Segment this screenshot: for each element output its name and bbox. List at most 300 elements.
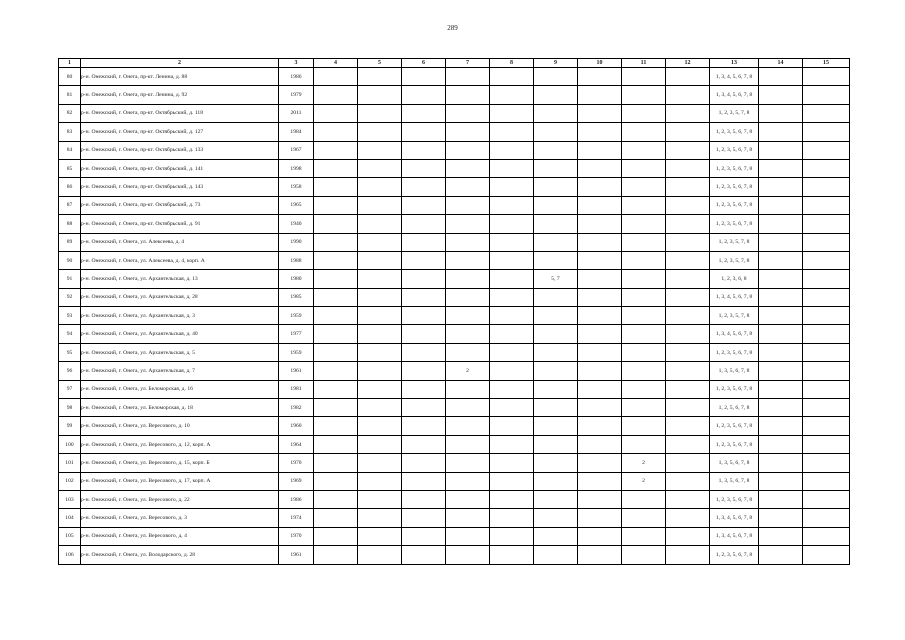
col4-cell <box>314 546 358 564</box>
col5-cell <box>358 159 402 177</box>
address-cell: р-н. Онежский, г. Онега, пр-кт. Октябрьский, д. 73 <box>81 196 279 214</box>
column-number-row <box>59 59 850 68</box>
col6-cell <box>402 509 446 527</box>
col10-cell <box>578 454 622 472</box>
col6-cell <box>402 104 446 122</box>
col13-cell: 1, 3, 5, 6, 7, 8 <box>710 472 759 490</box>
address-cell: р-н. Онежский, г. Онега, ул. Алексеева, д. 4 <box>81 233 279 251</box>
col7-cell <box>446 509 490 527</box>
housing-register-table <box>58 58 850 565</box>
table-row <box>59 435 850 453</box>
col14-cell <box>759 123 803 141</box>
col6-cell <box>402 454 446 472</box>
col15-cell <box>803 435 850 453</box>
row-number-cell: 99 <box>59 417 81 435</box>
col14-cell <box>759 527 803 545</box>
year-cell: 1959 <box>279 307 314 325</box>
col5-cell <box>358 178 402 196</box>
col13-cell: 1, 2, 5, 6, 7, 8 <box>710 399 759 417</box>
row-number-cell: 85 <box>59 159 81 177</box>
col4-cell <box>314 178 358 196</box>
col5-cell <box>358 251 402 269</box>
col12-cell <box>666 472 710 490</box>
col12-cell <box>666 104 710 122</box>
table-row <box>59 68 850 86</box>
col10-cell <box>578 325 622 343</box>
row-number-cell: 102 <box>59 472 81 490</box>
col11-cell <box>622 399 666 417</box>
col7-cell <box>446 417 490 435</box>
col5-cell <box>358 104 402 122</box>
col15-cell <box>803 68 850 86</box>
col6-cell <box>402 546 446 564</box>
col14-cell <box>759 270 803 288</box>
column-header: 3 <box>279 59 314 68</box>
col15-cell <box>803 123 850 141</box>
address-cell: р-н. Онежский, г. Онега, пр-кт. Октябрьский, д. 127 <box>81 123 279 141</box>
col13-cell: 1, 2, 3, 5, 6, 7, 8 <box>710 343 759 361</box>
col14-cell <box>759 325 803 343</box>
col11-cell <box>622 380 666 398</box>
col11-cell <box>622 343 666 361</box>
col11-cell <box>622 362 666 380</box>
year-cell: 1965 <box>279 196 314 214</box>
col9-cell <box>534 343 578 361</box>
page-number: 289 <box>447 24 458 32</box>
address-cell: р-н. Онежский, г. Онега, ул. Архангельская, д. 7 <box>81 362 279 380</box>
address-cell: р-н. Онежский, г. Онега, пр-кт. Ленина, д. 92 <box>81 86 279 104</box>
col7-cell <box>446 454 490 472</box>
col6-cell <box>402 86 446 104</box>
col7-cell <box>446 490 490 508</box>
col15-cell <box>803 527 850 545</box>
address-cell: р-н. Онежский, г. Онега, пр-кт. Ленина, д. 88 <box>81 68 279 86</box>
row-number-cell: 93 <box>59 307 81 325</box>
year-cell: 1986 <box>279 490 314 508</box>
col13-cell: 1, 2, 3, 5, 7, 8 <box>710 104 759 122</box>
col14-cell <box>759 141 803 159</box>
address-cell: р-н. Онежский, г. Онега, ул. Архангельская, д. 28 <box>81 288 279 306</box>
col4-cell <box>314 68 358 86</box>
col4-cell <box>314 307 358 325</box>
col12-cell <box>666 509 710 527</box>
col14-cell <box>759 68 803 86</box>
col9-cell <box>534 68 578 86</box>
col8-cell <box>490 527 534 545</box>
row-number-cell: 94 <box>59 325 81 343</box>
col15-cell <box>803 233 850 251</box>
col11-cell <box>622 435 666 453</box>
year-cell: 1960 <box>279 417 314 435</box>
col14-cell <box>759 417 803 435</box>
col14-cell <box>759 399 803 417</box>
col13-cell: 1, 3, 4, 5, 6, 7, 8 <box>710 325 759 343</box>
column-header: 13 <box>710 59 759 68</box>
col11-cell <box>622 509 666 527</box>
col4-cell <box>314 196 358 214</box>
address-cell: р-н. Онежский, г. Онега, ул. Беломорская, д. 16 <box>81 380 279 398</box>
address-cell: р-н. Онежский, г. Онега, ул. Вересового, д. 17, корп. А <box>81 472 279 490</box>
col9-cell <box>534 509 578 527</box>
row-number-cell: 84 <box>59 141 81 159</box>
year-cell: 1970 <box>279 527 314 545</box>
col4-cell <box>314 251 358 269</box>
column-header: 1 <box>59 59 81 68</box>
col5-cell <box>358 343 402 361</box>
col10-cell <box>578 546 622 564</box>
col14-cell <box>759 196 803 214</box>
col11-cell <box>622 288 666 306</box>
col9-cell <box>534 435 578 453</box>
col13-cell: 1, 2, 3, 5, 6, 7, 8 <box>710 178 759 196</box>
col9-cell <box>534 527 578 545</box>
col14-cell <box>759 362 803 380</box>
year-cell: 1982 <box>279 399 314 417</box>
column-header: 9 <box>534 59 578 68</box>
col12-cell <box>666 68 710 86</box>
col6-cell <box>402 159 446 177</box>
col11-cell <box>622 251 666 269</box>
col8-cell <box>490 509 534 527</box>
col14-cell <box>759 509 803 527</box>
col8-cell <box>490 251 534 269</box>
col9-cell <box>534 288 578 306</box>
col5-cell <box>358 270 402 288</box>
col12-cell <box>666 527 710 545</box>
col5-cell <box>358 546 402 564</box>
col8-cell <box>490 141 534 159</box>
col4-cell <box>314 417 358 435</box>
column-header: 15 <box>803 59 850 68</box>
col15-cell <box>803 307 850 325</box>
col5-cell <box>358 399 402 417</box>
col7-cell <box>446 86 490 104</box>
table-row <box>59 399 850 417</box>
col8-cell <box>490 104 534 122</box>
table-row <box>59 417 850 435</box>
col6-cell <box>402 435 446 453</box>
col7-cell <box>446 435 490 453</box>
col12-cell <box>666 270 710 288</box>
address-cell: р-н. Онежский, г. Онега, ул. Архангельская, д. 3 <box>81 307 279 325</box>
row-number-cell: 103 <box>59 490 81 508</box>
col10-cell <box>578 86 622 104</box>
column-header: 12 <box>666 59 710 68</box>
col15-cell <box>803 454 850 472</box>
col11-cell <box>622 233 666 251</box>
row-number-cell: 106 <box>59 546 81 564</box>
col6-cell <box>402 527 446 545</box>
col8-cell <box>490 123 534 141</box>
col12-cell <box>666 215 710 233</box>
col10-cell <box>578 104 622 122</box>
col4-cell <box>314 380 358 398</box>
col8-cell <box>490 307 534 325</box>
col7-cell <box>446 159 490 177</box>
col15-cell <box>803 546 850 564</box>
table-row <box>59 527 850 545</box>
col14-cell <box>759 307 803 325</box>
col6-cell <box>402 141 446 159</box>
address-cell: р-н. Онежский, г. Онега, ул. Архангельская, д. 5 <box>81 343 279 361</box>
row-number-cell: 81 <box>59 86 81 104</box>
col13-cell: 1, 2, 3, 5, 6, 7, 8 <box>710 159 759 177</box>
col6-cell <box>402 215 446 233</box>
col9-cell <box>534 490 578 508</box>
col15-cell <box>803 417 850 435</box>
col9-cell <box>534 307 578 325</box>
col15-cell <box>803 380 850 398</box>
col13-cell: 1, 2, 3, 5, 6, 7, 8 <box>710 215 759 233</box>
col10-cell <box>578 435 622 453</box>
col7-cell <box>446 178 490 196</box>
column-header: 8 <box>490 59 534 68</box>
col12-cell <box>666 196 710 214</box>
col13-cell: 1, 3, 4, 5, 6, 7, 8 <box>710 509 759 527</box>
col9-cell <box>534 159 578 177</box>
column-header: 2 <box>81 59 279 68</box>
row-number-cell: 92 <box>59 288 81 306</box>
col10-cell <box>578 68 622 86</box>
col15-cell <box>803 159 850 177</box>
year-cell: 1969 <box>279 472 314 490</box>
row-number-cell: 104 <box>59 509 81 527</box>
col5-cell <box>358 454 402 472</box>
col10-cell <box>578 215 622 233</box>
col13-cell: 1, 2, 3, 5, 6, 7, 8 <box>710 546 759 564</box>
col10-cell <box>578 362 622 380</box>
col10-cell <box>578 178 622 196</box>
col9-cell <box>534 380 578 398</box>
year-cell: 2011 <box>279 104 314 122</box>
col9-cell <box>534 399 578 417</box>
col10-cell <box>578 233 622 251</box>
col14-cell <box>759 104 803 122</box>
table-row <box>59 270 850 288</box>
col13-cell: 1, 3, 5, 6, 7, 8 <box>710 362 759 380</box>
year-cell: 1967 <box>279 141 314 159</box>
table-row <box>59 215 850 233</box>
col8-cell <box>490 159 534 177</box>
col13-cell: 1, 2, 3, 5, 6, 7, 8 <box>710 380 759 398</box>
col5-cell <box>358 509 402 527</box>
address-cell: р-н. Онежский, г. Онега, пр-кт. Октябрьский, д. 143 <box>81 178 279 196</box>
column-header: 10 <box>578 59 622 68</box>
col4-cell <box>314 490 358 508</box>
col9-cell <box>534 362 578 380</box>
col4-cell <box>314 472 358 490</box>
row-number-cell: 101 <box>59 454 81 472</box>
col11-cell <box>622 417 666 435</box>
col8-cell <box>490 399 534 417</box>
col15-cell <box>803 362 850 380</box>
year-cell: 1981 <box>279 380 314 398</box>
table-row <box>59 454 850 472</box>
row-number-cell: 89 <box>59 233 81 251</box>
column-header: 14 <box>759 59 803 68</box>
year-cell: 1986 <box>279 68 314 86</box>
col8-cell <box>490 86 534 104</box>
row-number-cell: 83 <box>59 123 81 141</box>
col5-cell <box>358 325 402 343</box>
col10-cell <box>578 159 622 177</box>
col7-cell <box>446 288 490 306</box>
row-number-cell: 96 <box>59 362 81 380</box>
row-number-cell: 100 <box>59 435 81 453</box>
col6-cell <box>402 233 446 251</box>
col6-cell <box>402 196 446 214</box>
table-row <box>59 362 850 380</box>
col4-cell <box>314 325 358 343</box>
col4-cell <box>314 288 358 306</box>
col8-cell <box>490 233 534 251</box>
col11-cell <box>622 215 666 233</box>
col14-cell <box>759 288 803 306</box>
col9-cell <box>534 546 578 564</box>
col5-cell <box>358 527 402 545</box>
col7-cell <box>446 527 490 545</box>
col12-cell <box>666 86 710 104</box>
col11-cell <box>622 104 666 122</box>
col13-cell: 1, 3, 4, 5, 6, 7, 8 <box>710 288 759 306</box>
table-row <box>59 178 850 196</box>
row-number-cell: 105 <box>59 527 81 545</box>
table-row <box>59 141 850 159</box>
col5-cell <box>358 362 402 380</box>
col15-cell <box>803 104 850 122</box>
col13-cell: 1, 2, 3, 6, 8 <box>710 270 759 288</box>
col4-cell <box>314 527 358 545</box>
year-cell: 1974 <box>279 509 314 527</box>
col10-cell <box>578 472 622 490</box>
col10-cell <box>578 141 622 159</box>
col7-cell <box>446 68 490 86</box>
table-row <box>59 159 850 177</box>
address-cell: р-н. Онежский, г. Онега, ул. Вересового, д. 3 <box>81 509 279 527</box>
col13-cell: 1, 3, 5, 6, 7, 8 <box>710 454 759 472</box>
col14-cell <box>759 159 803 177</box>
col14-cell <box>759 251 803 269</box>
col10-cell <box>578 270 622 288</box>
year-cell: 1961 <box>279 362 314 380</box>
col9-cell <box>534 196 578 214</box>
col4-cell <box>314 454 358 472</box>
col12-cell <box>666 233 710 251</box>
col13-cell: 1, 3, 4, 5, 6, 7, 8 <box>710 68 759 86</box>
col12-cell <box>666 251 710 269</box>
col14-cell <box>759 215 803 233</box>
col6-cell <box>402 270 446 288</box>
col11-cell: 2 <box>622 472 666 490</box>
row-number-cell: 95 <box>59 343 81 361</box>
col6-cell <box>402 417 446 435</box>
col6-cell <box>402 307 446 325</box>
col12-cell <box>666 141 710 159</box>
col6-cell <box>402 178 446 196</box>
col9-cell <box>534 86 578 104</box>
col10-cell <box>578 251 622 269</box>
col8-cell <box>490 343 534 361</box>
col15-cell <box>803 325 850 343</box>
col9-cell <box>534 141 578 159</box>
column-header: 11 <box>622 59 666 68</box>
col15-cell <box>803 343 850 361</box>
col8-cell <box>490 288 534 306</box>
col11-cell <box>622 527 666 545</box>
year-cell: 1979 <box>279 86 314 104</box>
col7-cell <box>446 380 490 398</box>
address-cell: р-н. Онежский, г. Онега, ул. Вересового, д. 10 <box>81 417 279 435</box>
col7-cell <box>446 307 490 325</box>
col12-cell <box>666 288 710 306</box>
col10-cell <box>578 307 622 325</box>
col10-cell <box>578 380 622 398</box>
table-row <box>59 380 850 398</box>
col8-cell <box>490 490 534 508</box>
col14-cell <box>759 343 803 361</box>
table-row <box>59 86 850 104</box>
col15-cell <box>803 270 850 288</box>
year-cell: 1959 <box>279 343 314 361</box>
col4-cell <box>314 86 358 104</box>
col12-cell <box>666 123 710 141</box>
col5-cell <box>358 233 402 251</box>
address-cell: р-н. Онежский, г. Онега, ул. Алексеева, д. 4, корп. А <box>81 251 279 269</box>
table-row <box>59 104 850 122</box>
col11-cell <box>622 141 666 159</box>
col6-cell <box>402 123 446 141</box>
col5-cell <box>358 307 402 325</box>
col11-cell <box>622 86 666 104</box>
col5-cell <box>358 141 402 159</box>
year-cell: 1984 <box>279 123 314 141</box>
row-number-cell: 86 <box>59 178 81 196</box>
col5-cell <box>358 123 402 141</box>
col13-cell: 1, 3, 4, 5, 6, 7, 8 <box>710 527 759 545</box>
col9-cell <box>534 178 578 196</box>
col9-cell <box>534 123 578 141</box>
col7-cell <box>446 104 490 122</box>
address-cell: р-н. Онежский, г. Онега, ул. Вересового, д. 15, корп. Б <box>81 454 279 472</box>
table-row <box>59 251 850 269</box>
column-header: 7 <box>446 59 490 68</box>
year-cell: 1988 <box>279 251 314 269</box>
col8-cell <box>490 417 534 435</box>
col12-cell <box>666 325 710 343</box>
row-number-cell: 80 <box>59 68 81 86</box>
address-cell: р-н. Онежский, г. Онега, ул. Архангельская, д. 13 <box>81 270 279 288</box>
col9-cell <box>534 251 578 269</box>
col4-cell <box>314 509 358 527</box>
col9-cell <box>534 325 578 343</box>
col10-cell <box>578 123 622 141</box>
col11-cell <box>622 270 666 288</box>
address-cell: р-н. Онежский, г. Онега, пр-кт. Октябрьский, д. 91 <box>81 215 279 233</box>
col10-cell <box>578 288 622 306</box>
col8-cell <box>490 472 534 490</box>
address-cell: р-н. Онежский, г. Онега, ул. Вересового, д. 12, корп. А <box>81 435 279 453</box>
col5-cell <box>358 86 402 104</box>
col11-cell <box>622 490 666 508</box>
col14-cell <box>759 178 803 196</box>
col4-cell <box>314 141 358 159</box>
col6-cell <box>402 251 446 269</box>
col4-cell <box>314 362 358 380</box>
col10-cell <box>578 509 622 527</box>
column-header: 6 <box>402 59 446 68</box>
year-cell: 1964 <box>279 435 314 453</box>
col15-cell <box>803 490 850 508</box>
